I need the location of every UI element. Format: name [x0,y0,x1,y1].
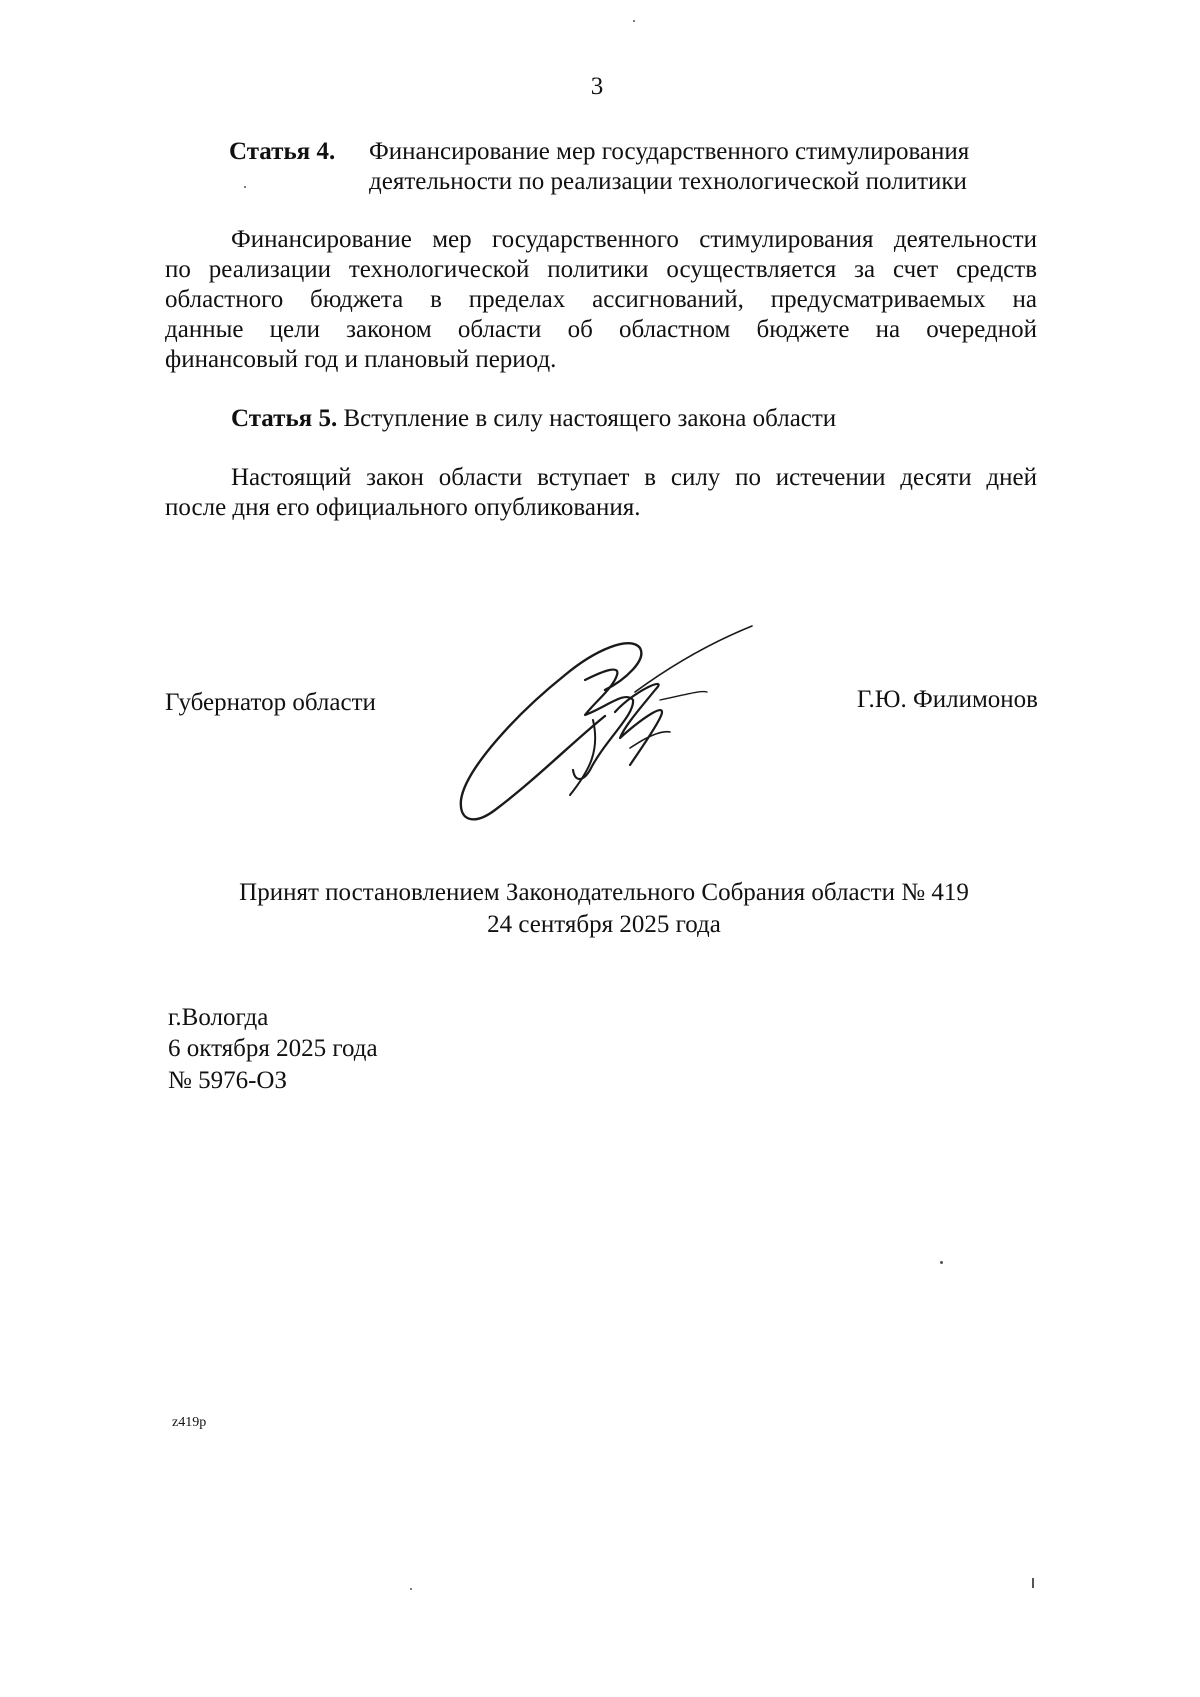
adoption-line-2: 24 сентября 2025 года [487,911,721,938]
article-4-heading [229,137,969,197]
issue-date: 6 октября 2025 года [168,1035,378,1062]
article-4-label: Статья 4. [229,138,336,165]
article-4-body-line: финансовый год и плановый период. [165,346,557,373]
article-4-body-line: областного бюджета в пределах ассигнований, предусматриваемых на [165,286,1037,313]
article-5-heading [231,404,836,434]
law-number: № 5976-ОЗ [168,1067,288,1094]
scan-speck [244,186,246,188]
scan-speck [1032,1578,1034,1588]
governor-name: Г.Ю. Филимонов [856,686,1038,713]
issue-place: г.Вологда [168,1004,269,1031]
article-4-body-line: по реализации технологической политики осуществляется за счет средств [165,256,1037,283]
handwritten-signature [455,620,755,825]
scan-speck [410,1588,412,1590]
article-4-body-line: данные цели законом области об областном бюджете на очередной [165,316,1037,343]
article-5-body [165,463,1037,523]
scan-speck [940,1261,943,1264]
governor-title: Губернатор области [165,689,376,716]
scan-speck [633,20,635,22]
document-code: z419p [172,1415,207,1430]
article-4-body [165,225,1037,375]
article-5-label: Статья 5. [231,405,338,432]
page-number: 3 [590,73,604,100]
article-4-title-line-1: Финансирование мер государственного стимулирования [369,138,970,165]
adoption-line-1: Принят постановлением Законодательного Собрания области № 419 [239,879,969,906]
article-5-body-line: после дня его официального опубликования. [165,494,641,521]
article-5-title: Вступление в силу настоящего закона области [343,405,837,432]
article-5-body-line: Настоящий закон области вступает в силу по истечении десяти дней [231,464,1037,491]
article-4-body-line: Финансирование мер государственного стимулирования деятельности [231,226,1037,253]
article-4-title-line-2: деятельности по реализации технологической политики [369,168,967,195]
